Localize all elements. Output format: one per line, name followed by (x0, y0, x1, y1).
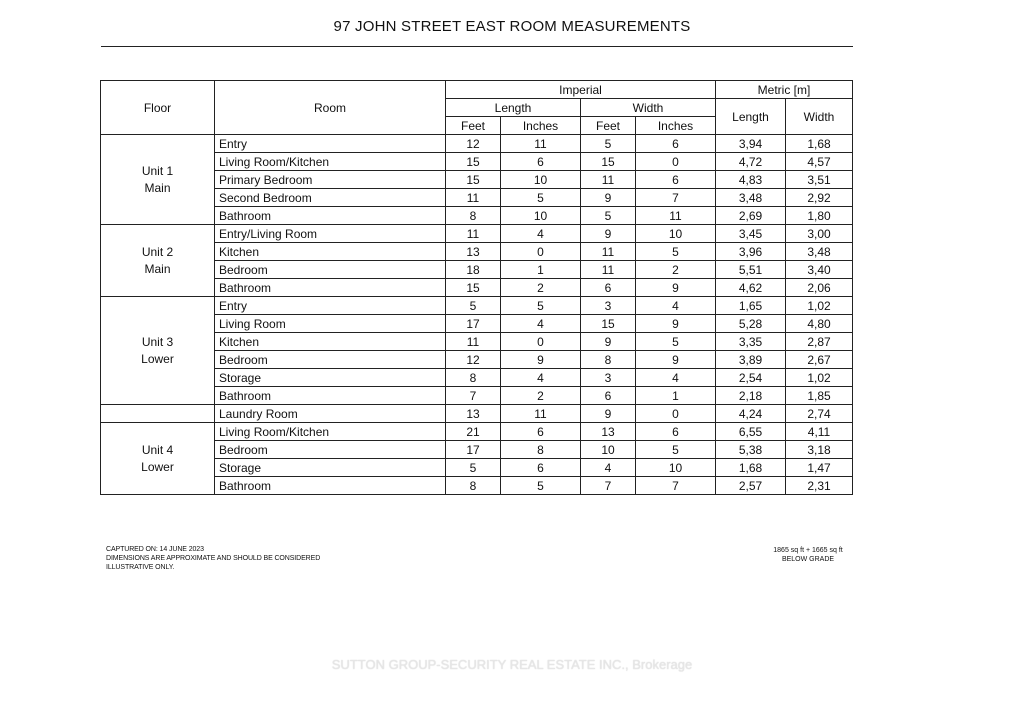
metric-length-cell: 2,18 (716, 387, 786, 405)
width-feet-cell: 5 (581, 135, 636, 153)
room-name-cell: Bathroom (215, 207, 446, 225)
floor-label: Main (144, 180, 171, 195)
floor-cell (101, 297, 215, 405)
length-inches-cell: 11 (501, 405, 581, 423)
metric-width-cell: 3,00 (786, 225, 853, 243)
room-name-cell: Primary Bedroom (215, 171, 446, 189)
page-title: 97 JOHN STREET EAST ROOM MEASUREMENTS (333, 18, 691, 35)
metric-width-cell: 2,92 (786, 189, 853, 207)
metric-width-cell: 2,74 (786, 405, 853, 423)
metric-width-cell: 3,48 (786, 243, 853, 261)
floor-label: Main (144, 261, 171, 276)
length-feet-cell: 11 (446, 189, 501, 207)
header-length-feet: Feet (446, 117, 501, 135)
metric-length-cell: 1,68 (716, 459, 786, 477)
width-feet-cell: 6 (581, 387, 636, 405)
length-inches-cell: 2 (501, 387, 581, 405)
room-name-cell: Kitchen (215, 243, 446, 261)
metric-width-cell: 1,85 (786, 387, 853, 405)
length-feet-cell: 7 (446, 387, 501, 405)
floor-cell (101, 225, 215, 297)
metric-width-cell: 1,02 (786, 297, 853, 315)
brokerage-watermark: SUTTON GROUP-SECURITY REAL ESTATE INC., Brokerage (331, 657, 693, 672)
room-name-cell: Bathroom (215, 387, 446, 405)
length-feet-cell: 11 (446, 333, 501, 351)
table-body (101, 135, 853, 495)
length-feet-cell: 11 (446, 225, 501, 243)
floor-label: Unit 4 (141, 442, 174, 457)
length-inches-cell: 10 (501, 171, 581, 189)
header-length-inches: Inches (501, 117, 581, 135)
length-inches-cell: 11 (501, 135, 581, 153)
width-feet-cell: 9 (581, 333, 636, 351)
width-inches-cell: 10 (636, 225, 716, 243)
disclaimer-line-2: ILLUSTRATIVE ONLY. (106, 564, 175, 571)
metric-length-cell: 3,35 (716, 333, 786, 351)
width-inches-cell: 2 (636, 261, 716, 279)
header-room: Room (215, 81, 446, 135)
metric-width-cell: 2,06 (786, 279, 853, 297)
width-inches-cell: 7 (636, 189, 716, 207)
floor-cell (101, 423, 215, 495)
length-feet-cell: 17 (446, 441, 501, 459)
table-header (101, 81, 853, 135)
metric-width-cell: 2,67 (786, 351, 853, 369)
metric-width-cell: 4,11 (786, 423, 853, 441)
width-inches-cell: 1 (636, 387, 716, 405)
width-inches-cell: 11 (636, 207, 716, 225)
room-name-cell: Bedroom (215, 441, 446, 459)
room-name-cell: Living Room/Kitchen (215, 153, 446, 171)
length-feet-cell: 12 (446, 135, 501, 153)
width-feet-cell: 7 (581, 477, 636, 495)
length-inches-cell: 10 (501, 207, 581, 225)
area-total: 1865 sq ft + 1665 sq ft (773, 547, 843, 554)
width-inches-cell: 6 (636, 171, 716, 189)
room-name-cell: Storage (215, 459, 446, 477)
width-feet-cell: 11 (581, 243, 636, 261)
length-feet-cell: 8 (446, 477, 501, 495)
length-inches-cell: 2 (501, 279, 581, 297)
header-width-feet: Feet (581, 117, 636, 135)
metric-length-cell: 2,54 (716, 369, 786, 387)
metric-length-cell: 3,45 (716, 225, 786, 243)
length-feet-cell: 12 (446, 351, 501, 369)
width-feet-cell: 9 (581, 189, 636, 207)
metric-length-cell: 1,65 (716, 297, 786, 315)
header-floor: Floor (101, 81, 215, 135)
length-inches-cell: 1 (501, 261, 581, 279)
metric-width-cell: 3,40 (786, 261, 853, 279)
metric-width-cell: 3,51 (786, 171, 853, 189)
metric-length-cell: 6,55 (716, 423, 786, 441)
floor-label: Unit 3 (141, 334, 174, 349)
metric-width-cell: 3,18 (786, 441, 853, 459)
room-name-cell: Kitchen (215, 333, 446, 351)
width-inches-cell: 9 (636, 279, 716, 297)
metric-length-cell: 5,51 (716, 261, 786, 279)
length-feet-cell: 15 (446, 171, 501, 189)
width-feet-cell: 3 (581, 297, 636, 315)
capture-note (106, 545, 320, 572)
table-row (101, 135, 853, 153)
room-name-cell: Laundry Room (215, 405, 446, 423)
width-feet-cell: 8 (581, 351, 636, 369)
width-feet-cell: 5 (581, 207, 636, 225)
room-measurements-table (100, 80, 853, 495)
length-feet-cell: 15 (446, 279, 501, 297)
floor-label: Unit 2 (141, 244, 174, 259)
length-inches-cell: 6 (501, 459, 581, 477)
length-inches-cell: 0 (501, 243, 581, 261)
width-inches-cell: 9 (636, 351, 716, 369)
width-inches-cell: 0 (636, 405, 716, 423)
length-inches-cell: 5 (501, 477, 581, 495)
width-feet-cell: 9 (581, 405, 636, 423)
floor-label: Lower (141, 351, 174, 366)
below-grade-label: BELOW GRADE (781, 556, 835, 563)
table-row (101, 225, 853, 243)
header-metric: Metric [m] (716, 81, 853, 99)
table-row (101, 405, 853, 423)
room-name-cell: Bathroom (215, 279, 446, 297)
metric-length-cell: 4,62 (716, 279, 786, 297)
length-inches-cell: 5 (501, 189, 581, 207)
metric-length-cell: 2,69 (716, 207, 786, 225)
metric-length-cell: 3,48 (716, 189, 786, 207)
width-feet-cell: 10 (581, 441, 636, 459)
width-feet-cell: 11 (581, 171, 636, 189)
length-inches-cell: 4 (501, 225, 581, 243)
room-name-cell: Bathroom (215, 477, 446, 495)
metric-width-cell: 1,47 (786, 459, 853, 477)
length-feet-cell: 5 (446, 297, 501, 315)
width-inches-cell: 4 (636, 297, 716, 315)
metric-width-cell: 4,80 (786, 315, 853, 333)
width-inches-cell: 4 (636, 369, 716, 387)
length-feet-cell: 5 (446, 459, 501, 477)
width-inches-cell: 6 (636, 423, 716, 441)
width-feet-cell: 4 (581, 459, 636, 477)
width-feet-cell: 6 (581, 279, 636, 297)
metric-length-cell: 2,57 (716, 477, 786, 495)
table-row (101, 297, 853, 315)
metric-width-cell: 2,87 (786, 333, 853, 351)
metric-width-cell: 2,31 (786, 477, 853, 495)
room-name-cell: Bedroom (215, 351, 446, 369)
width-feet-cell: 15 (581, 315, 636, 333)
floor-label: Lower (141, 459, 174, 474)
table-row (101, 423, 853, 441)
metric-length-cell: 4,72 (716, 153, 786, 171)
width-feet-cell: 13 (581, 423, 636, 441)
length-feet-cell: 8 (446, 369, 501, 387)
width-inches-cell: 0 (636, 153, 716, 171)
header-imperial: Imperial (446, 81, 716, 99)
header-metric-length: Length (716, 99, 786, 135)
metric-length-cell: 3,89 (716, 351, 786, 369)
width-inches-cell: 7 (636, 477, 716, 495)
width-inches-cell: 5 (636, 243, 716, 261)
length-inches-cell: 6 (501, 153, 581, 171)
metric-width-cell: 4,57 (786, 153, 853, 171)
length-feet-cell: 15 (446, 153, 501, 171)
room-name-cell: Living Room/Kitchen (215, 423, 446, 441)
metric-width-cell: 1,80 (786, 207, 853, 225)
width-feet-cell: 15 (581, 153, 636, 171)
metric-length-cell: 4,83 (716, 171, 786, 189)
metric-width-cell: 1,68 (786, 135, 853, 153)
area-note (760, 546, 856, 564)
room-name-cell: Entry (215, 135, 446, 153)
length-inches-cell: 4 (501, 369, 581, 387)
capture-date: CAPTURED ON: 14 JUNE 2023 (106, 546, 204, 553)
width-inches-cell: 6 (636, 135, 716, 153)
floor-cell (101, 405, 215, 423)
width-feet-cell: 11 (581, 261, 636, 279)
room-name-cell: Second Bedroom (215, 189, 446, 207)
header-metric-width: Width (786, 99, 853, 135)
length-inches-cell: 5 (501, 297, 581, 315)
room-name-cell: Living Room (215, 315, 446, 333)
disclaimer-line-1: DIMENSIONS ARE APPROXIMATE AND SHOULD BE CONSIDERED (106, 555, 321, 562)
room-name-cell: Bedroom (215, 261, 446, 279)
header-imperial-length: Length (446, 99, 581, 117)
width-inches-cell: 10 (636, 459, 716, 477)
length-inches-cell: 8 (501, 441, 581, 459)
width-feet-cell: 9 (581, 225, 636, 243)
width-feet-cell: 3 (581, 369, 636, 387)
length-feet-cell: 21 (446, 423, 501, 441)
length-feet-cell: 13 (446, 405, 501, 423)
length-inches-cell: 4 (501, 315, 581, 333)
width-inches-cell: 9 (636, 315, 716, 333)
title-divider (101, 46, 853, 47)
room-name-cell: Entry/Living Room (215, 225, 446, 243)
metric-width-cell: 1,02 (786, 369, 853, 387)
floor-cell (101, 135, 215, 225)
length-inches-cell: 0 (501, 333, 581, 351)
header-width-inches: Inches (636, 117, 716, 135)
width-inches-cell: 5 (636, 333, 716, 351)
metric-length-cell: 5,38 (716, 441, 786, 459)
width-inches-cell: 5 (636, 441, 716, 459)
header-imperial-width: Width (581, 99, 716, 117)
length-feet-cell: 18 (446, 261, 501, 279)
metric-length-cell: 3,94 (716, 135, 786, 153)
metric-length-cell: 3,96 (716, 243, 786, 261)
length-feet-cell: 17 (446, 315, 501, 333)
floor-label: Unit 1 (141, 163, 174, 178)
room-name-cell: Entry (215, 297, 446, 315)
length-feet-cell: 13 (446, 243, 501, 261)
length-inches-cell: 9 (501, 351, 581, 369)
metric-length-cell: 5,28 (716, 315, 786, 333)
metric-length-cell: 4,24 (716, 405, 786, 423)
room-name-cell: Storage (215, 369, 446, 387)
length-inches-cell: 6 (501, 423, 581, 441)
length-feet-cell: 8 (446, 207, 501, 225)
